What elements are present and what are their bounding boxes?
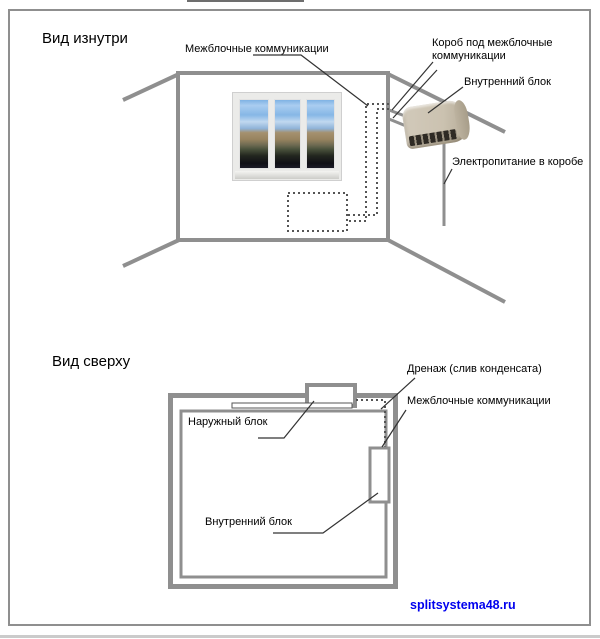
label-duct-for-communications: Короб под межблочные коммуникации <box>432 37 553 62</box>
label-interunit-communications-top: Межблочные коммуникации <box>185 43 329 55</box>
label-interunit-communications-bottom: Межблочные коммуникации <box>407 395 551 407</box>
leader-interunit-bottom <box>382 410 406 447</box>
top-view-title: Вид сверху <box>52 353 131 370</box>
label-indoor-unit-top: Внутренний блок <box>464 76 551 88</box>
label-drainage: Дренаж (слив конденсата) <box>407 363 542 375</box>
leader-indoor-top <box>428 87 463 113</box>
leader-interunit-top <box>253 55 368 106</box>
leader-power <box>444 169 452 184</box>
inside-view-title: Вид изнутри <box>42 30 128 47</box>
label-outdoor-unit: Наружный блок <box>188 416 268 428</box>
label-power-supply: Электропитание в коробе <box>452 156 584 168</box>
label-indoor-unit-bottom: Внутренний блок <box>205 516 292 528</box>
leader-duct-1 <box>392 62 433 110</box>
site-watermark: splitsystema48.ru <box>410 598 516 612</box>
